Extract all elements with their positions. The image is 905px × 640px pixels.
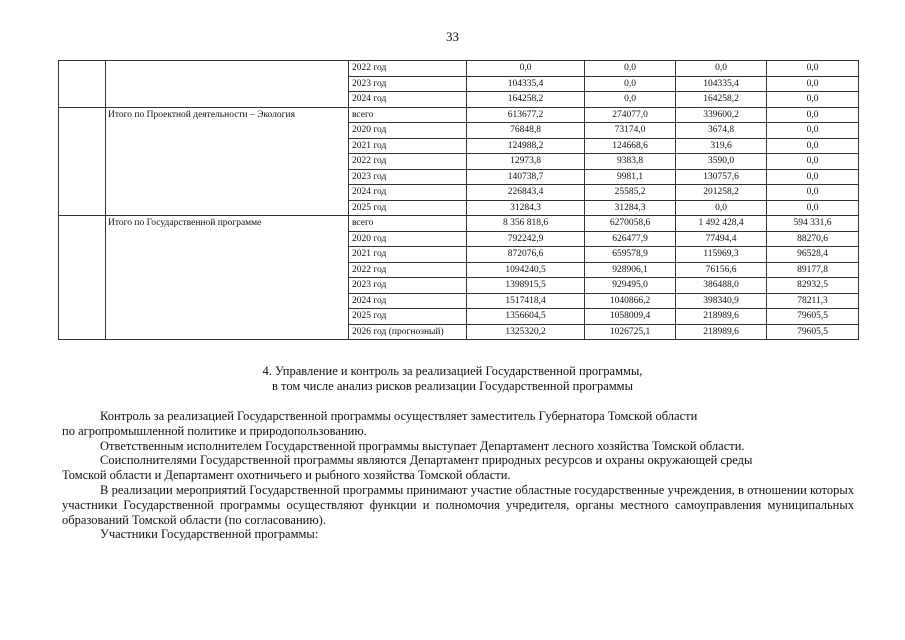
amount-cell: 0,0 (676, 200, 767, 216)
amount-cell: 0,0 (767, 92, 859, 108)
page-number: 33 (446, 29, 459, 44)
amount-cell: 104335,4 (467, 76, 585, 92)
period-cell: 2024 год (349, 185, 467, 201)
amount-cell: 659578,9 (585, 247, 676, 263)
table-row (59, 107, 859, 123)
amount-cell: 31284,3 (467, 200, 585, 216)
period-cell: 2025 год (349, 200, 467, 216)
amount-cell: 0,0 (585, 92, 676, 108)
amount-cell: 140738,7 (467, 169, 585, 185)
section-heading-line-2: в том числе анализ рисков реализации Государственной программы (272, 379, 633, 393)
row-number-cell (59, 61, 106, 108)
period-cell: 2022 год (349, 154, 467, 170)
row-number-cell (59, 216, 106, 340)
period-cell: 2026 год (прогнозный) (349, 324, 467, 340)
amount-cell: 1 492 428,4 (676, 216, 767, 232)
amount-cell: 0,0 (585, 76, 676, 92)
body-text (62, 409, 854, 542)
amount-cell: 8 356 818,6 (467, 216, 585, 232)
period-cell: 2022 год (349, 61, 467, 77)
period-cell: всего (349, 107, 467, 123)
table-row (59, 216, 859, 232)
amount-cell: 82932,5 (767, 278, 859, 294)
amount-cell: 76156,6 (676, 262, 767, 278)
amount-cell: 124988,2 (467, 138, 585, 154)
period-cell: 2023 год (349, 169, 467, 185)
amount-cell: 73174,0 (585, 123, 676, 139)
paragraph-coexecutors: Соисполнителями Государственной программы являются Департамент природных ресурсов и охраны окружающей среды Томской области и Департамент охотничьего и рыбного хозяйства Томской области. (62, 453, 753, 483)
amount-cell: 78211,3 (767, 293, 859, 309)
paragraph-executor: Ответственным исполнителем Государственной программы выступает Департамент лесного хозяйства Томской области. (100, 438, 745, 453)
amount-cell: 9383,8 (585, 154, 676, 170)
amount-cell: 1094240,5 (467, 262, 585, 278)
funding-table (58, 60, 859, 340)
amount-cell: 89177,8 (767, 262, 859, 278)
amount-cell: 1398915,5 (467, 278, 585, 294)
amount-cell: 0,0 (767, 138, 859, 154)
period-cell: 2022 год (349, 262, 467, 278)
amount-cell: 319,6 (676, 138, 767, 154)
amount-cell: 0,0 (767, 154, 859, 170)
amount-cell: 25585,2 (585, 185, 676, 201)
amount-cell: 79605,5 (767, 309, 859, 325)
amount-cell: 0,0 (767, 61, 859, 77)
amount-cell: 0,0 (767, 76, 859, 92)
amount-cell: 218989,6 (676, 309, 767, 325)
amount-cell: 398340,9 (676, 293, 767, 309)
amount-cell: 88270,6 (767, 231, 859, 247)
row-group-label: Итого по Государственной программе (106, 216, 349, 340)
amount-cell: 3590,0 (676, 154, 767, 170)
amount-cell: 77494,4 (676, 231, 767, 247)
amount-cell: 0,0 (467, 61, 585, 77)
amount-cell: 96528,4 (767, 247, 859, 263)
amount-cell: 201258,2 (676, 185, 767, 201)
section-heading (0, 364, 905, 394)
amount-cell: 1517418,4 (467, 293, 585, 309)
amount-cell: 594 331,6 (767, 216, 859, 232)
amount-cell: 1040866,2 (585, 293, 676, 309)
table-row (59, 61, 859, 77)
period-cell: всего (349, 216, 467, 232)
amount-cell: 9981,1 (585, 169, 676, 185)
amount-cell: 0,0 (767, 200, 859, 216)
amount-cell: 104335,4 (676, 76, 767, 92)
period-cell: 2025 год (349, 309, 467, 325)
period-cell: 2024 год (349, 92, 467, 108)
amount-cell: 928906,1 (585, 262, 676, 278)
row-group-label (106, 61, 349, 108)
amount-cell: 1026725,1 (585, 324, 676, 340)
amount-cell: 0,0 (767, 169, 859, 185)
period-cell: 2020 год (349, 231, 467, 247)
period-cell: 2023 год (349, 76, 467, 92)
amount-cell: 218989,6 (676, 324, 767, 340)
amount-cell: 0,0 (676, 61, 767, 77)
period-cell: 2024 год (349, 293, 467, 309)
amount-cell: 124668,6 (585, 138, 676, 154)
amount-cell: 0,0 (767, 107, 859, 123)
amount-cell: 76848,8 (467, 123, 585, 139)
amount-cell: 872076,6 (467, 247, 585, 263)
amount-cell: 0,0 (767, 123, 859, 139)
amount-cell: 386488,0 (676, 278, 767, 294)
amount-cell: 130757,6 (676, 169, 767, 185)
amount-cell: 226843,4 (467, 185, 585, 201)
paragraph-control: Контроль за реализацией Государственной программы осуществляет заместитель Губернатора Томской области по агропромышленной политике и природопользованию. (62, 409, 698, 438)
amount-cell: 3674,8 (676, 123, 767, 139)
amount-cell: 79605,5 (767, 324, 859, 340)
period-cell: 2021 год (349, 138, 467, 154)
amount-cell: 31284,3 (585, 200, 676, 216)
row-group-label: Итого по Проектной деятельности – Экология (106, 107, 349, 216)
amount-cell: 626477,9 (585, 231, 676, 247)
period-cell: 2020 год (349, 123, 467, 139)
amount-cell: 274077,0 (585, 107, 676, 123)
amount-cell: 12973,8 (467, 154, 585, 170)
amount-cell: 115969,3 (676, 247, 767, 263)
amount-cell: 1325320,2 (467, 324, 585, 340)
period-cell: 2023 год (349, 278, 467, 294)
period-cell: 2021 год (349, 247, 467, 263)
amount-cell: 613677,2 (467, 107, 585, 123)
section-heading-line-1: 4. Управление и контроль за реализацией Государственной программы, (262, 364, 643, 378)
amount-cell: 929495,0 (585, 278, 676, 294)
amount-cell: 0,0 (767, 185, 859, 201)
amount-cell: 6270058,6 (585, 216, 676, 232)
amount-cell: 339600,2 (676, 107, 767, 123)
paragraph-institutions: В реализации мероприятий Государственной программы принимают участие областные государственные учреждения, в отношении которых участники Государственной программы осуществляют функции и полномочия учредителя, органы местного самоуправления муниципальных образований Томской области (по согласованию). (62, 482, 854, 527)
amount-cell: 1058009,4 (585, 309, 676, 325)
amount-cell: 164258,2 (467, 92, 585, 108)
amount-cell: 164258,2 (676, 92, 767, 108)
amount-cell: 0,0 (585, 61, 676, 77)
amount-cell: 1356604,5 (467, 309, 585, 325)
amount-cell: 792242,9 (467, 231, 585, 247)
paragraph-participants: Участники Государственной программы: (100, 527, 319, 542)
row-number-cell (59, 107, 106, 216)
